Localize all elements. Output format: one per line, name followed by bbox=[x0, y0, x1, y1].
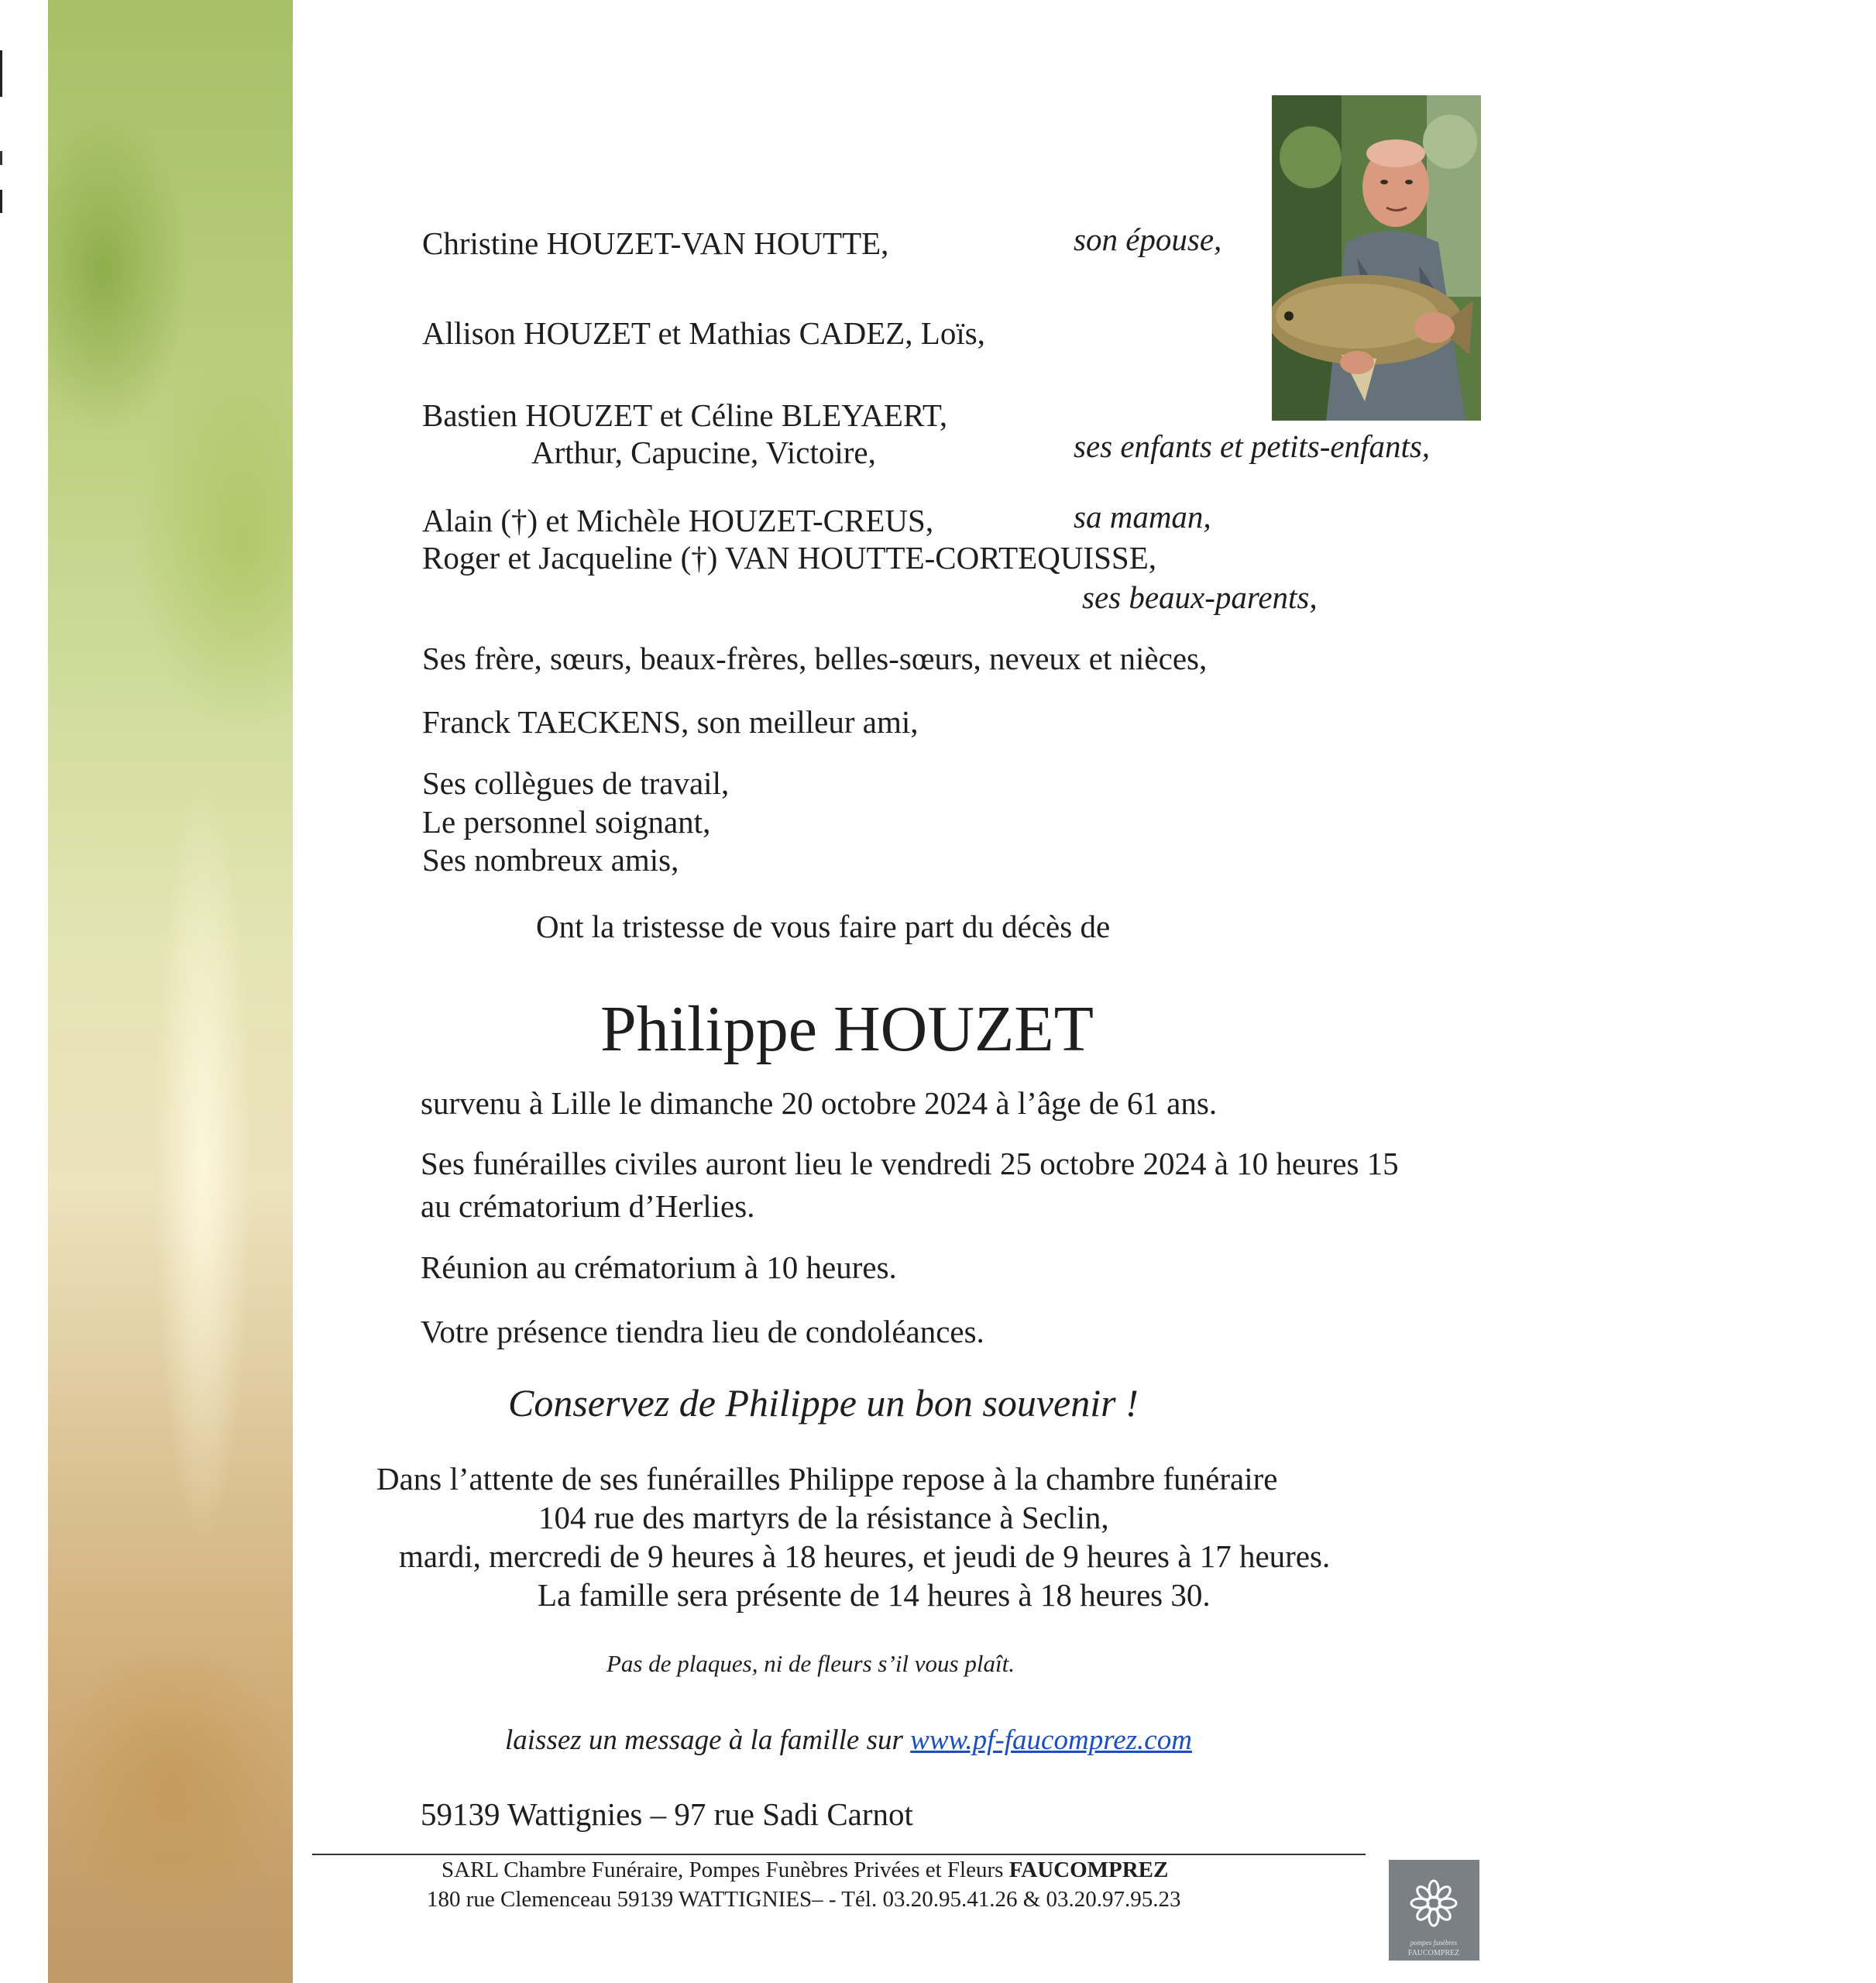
rest-line-1: Dans l’attente de ses funérailles Philippe repose à la chambre funéraire bbox=[376, 1461, 1278, 1497]
scan-edge-mark bbox=[0, 151, 2, 165]
relation-spouse: son épouse, bbox=[1074, 222, 1222, 257]
message-line bbox=[505, 1724, 1192, 1757]
meeting-details: Réunion au crématorium à 10 heures. bbox=[421, 1249, 897, 1285]
scan-edge-mark bbox=[0, 50, 2, 97]
logo-text-1: pompes funèbres bbox=[1410, 1939, 1458, 1947]
deceased-name: Philippe HOUZET bbox=[600, 993, 1094, 1065]
forest-background-band bbox=[48, 0, 293, 1983]
remembrance-quote: Conservez de Philippe un bon souvenir ! bbox=[508, 1381, 1139, 1425]
portrait-photo bbox=[1272, 95, 1481, 421]
relation-children: ses enfants et petits-enfants, bbox=[1074, 428, 1431, 464]
line-colleagues: Ses collègues de travail, bbox=[422, 765, 730, 801]
family-line-mother: Alain (†) et Michèle HOUZET-CREUS, bbox=[422, 503, 934, 538]
line-care-staff: Le personnel soignant, bbox=[422, 804, 711, 840]
family-line-siblings: Ses frère, sœurs, beaux-frères, belles-sœurs, neveux et nièces, bbox=[422, 641, 1208, 676]
no-flowers-note: Pas de plaques, ni de fleurs s’il vous plaît. bbox=[606, 1650, 1015, 1677]
footer-line-2: 180 rue Clemenceau 59139 WATTIGNIES– - Tél. 03.20.95.41.26 & 03.20.97.95.23 bbox=[427, 1887, 1181, 1912]
logo-text-2: FAUCOMPREZ bbox=[1407, 1949, 1460, 1957]
line-friends: Ses nombreux amis, bbox=[422, 842, 679, 878]
relation-mother: sa maman, bbox=[1074, 499, 1211, 534]
company-logo bbox=[1389, 1860, 1479, 1961]
death-details: survenu à Lille le dimanche 20 octobre 2024 à l’âge de 61 ans. bbox=[421, 1085, 1218, 1121]
footer-brand: FAUCOMPREZ bbox=[1008, 1858, 1169, 1882]
message-text: laissez un message à la famille sur bbox=[505, 1724, 903, 1756]
rest-line-3: mardi, mercredi de 9 heures à 18 heures, et jeudi de 9 heures à 17 heures. bbox=[399, 1538, 1331, 1574]
family-line-children-1: Allison HOUZET et Mathias CADEZ, Loïs, bbox=[422, 315, 985, 351]
footer-company: SARL Chambre Funéraire, Pompes Funèbres Privées et Fleurs bbox=[442, 1858, 1004, 1882]
condolences-note: Votre présence tiendra lieu de condoléances. bbox=[421, 1314, 984, 1349]
funeral-details: Ses funérailles civiles auront lieu le vendredi 25 octobre 2024 à 10 heures 15 bbox=[421, 1146, 1399, 1181]
website-link[interactable]: www.pf-faucomprez.com bbox=[910, 1724, 1192, 1756]
family-line-spouse: Christine HOUZET-VAN HOUTTE, bbox=[422, 225, 889, 261]
footer-divider bbox=[312, 1854, 1366, 1855]
address-line: 59139 Wattignies – 97 rue Sadi Carnot bbox=[421, 1796, 913, 1832]
family-line-grandchildren: Arthur, Capucine, Victoire, bbox=[531, 435, 876, 470]
funeral-location: au crématorium d’Herlies. bbox=[421, 1188, 755, 1224]
family-line-parents-in-law: Roger et Jacqueline (†) VAN HOUTTE-CORTEQUISSE, bbox=[422, 540, 1156, 576]
rest-line-2: 104 rue des martyrs de la résistance à Seclin, bbox=[538, 1500, 1109, 1535]
scan-edge-mark bbox=[0, 190, 2, 213]
relation-parents-in-law: ses beaux-parents, bbox=[1082, 579, 1318, 615]
family-line-children-2: Bastien HOUZET et Céline BLEYAERT, bbox=[422, 397, 948, 433]
footer-line-1 bbox=[442, 1858, 1168, 1883]
announcement-line: Ont la tristesse de vous faire part du décès de bbox=[536, 909, 1111, 944]
rest-line-4: La famille sera présente de 14 heures à 18 heures 30. bbox=[538, 1577, 1211, 1613]
family-line-friend: Franck TAECKENS, son meilleur ami, bbox=[422, 704, 919, 740]
